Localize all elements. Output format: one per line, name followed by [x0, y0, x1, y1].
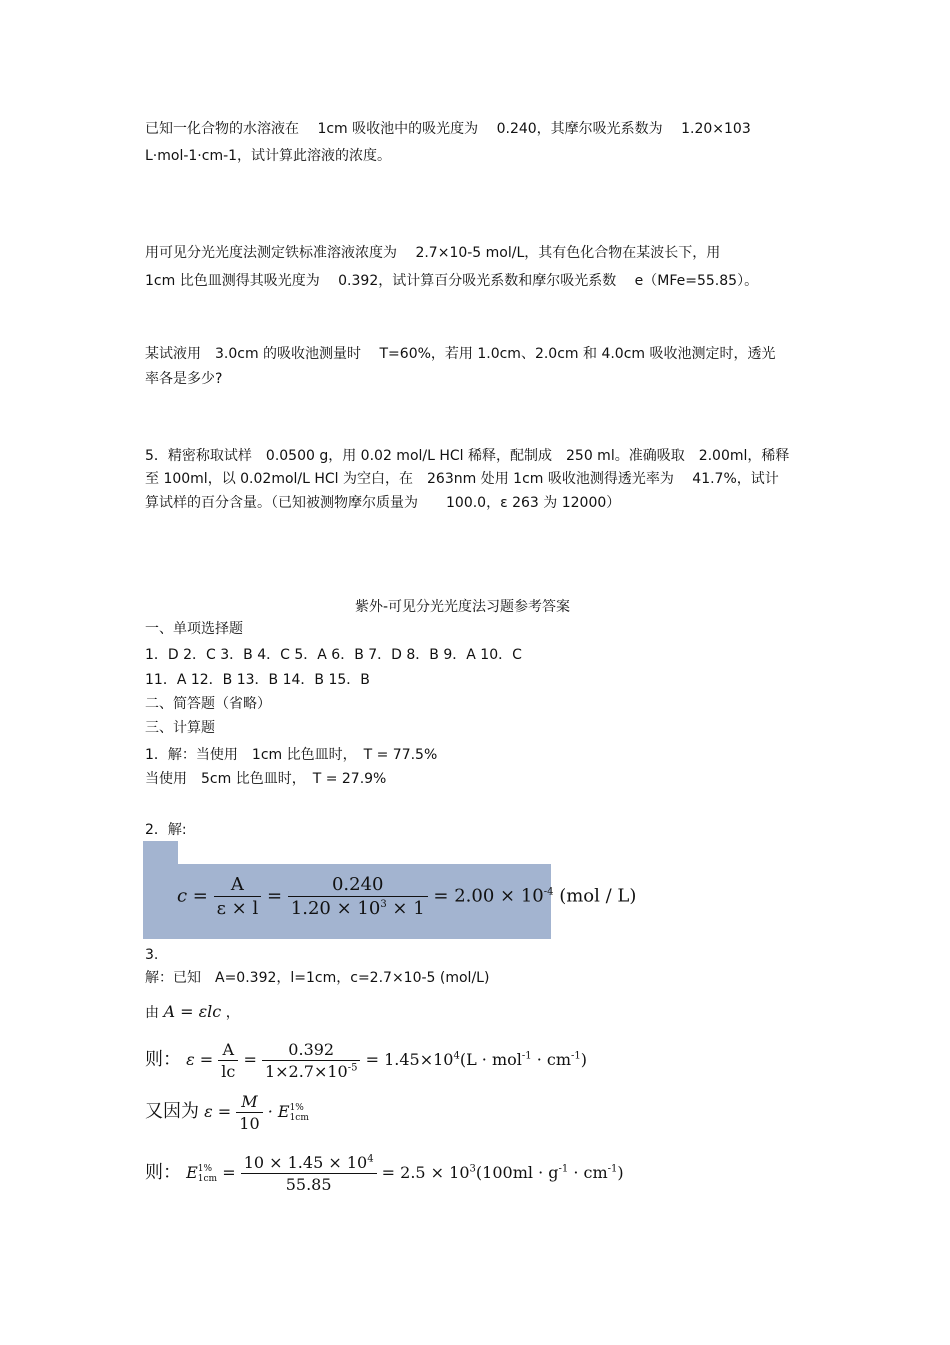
percent-absorptivity-formula — [145, 1153, 624, 1194]
unit-exp-2: -1 — [607, 1163, 618, 1175]
answers-title: 紫外-可见分光光度法习题参考答案 — [354, 599, 571, 615]
comma: ， — [225, 1005, 240, 1021]
problem-2-line-1: 用可见分光光度法测定铁标准溶液浓度为 2.7×10-5 mol/L，其有色化合物在某波长下，用 — [145, 245, 721, 261]
equals-sign: = — [243, 1050, 257, 1069]
epsilon-relation-formula — [145, 1092, 309, 1133]
problem-1-line-1: 已知一化合物的水溶液在 1cm 吸收池中的吸光度为 0.240，其摩尔吸光系数为 1.20×103 — [145, 121, 751, 137]
unit-part-2: · cm — [568, 1163, 608, 1182]
ze-label: 则： — [145, 1162, 181, 1183]
fraction-denominator — [288, 897, 428, 919]
beer-lambert-line — [145, 1003, 240, 1022]
fraction-values — [241, 1153, 377, 1194]
unit-close: ) — [580, 1050, 588, 1069]
you-label: 由 — [145, 1005, 159, 1021]
fraction-numerator — [241, 1153, 377, 1174]
choices-line-1: 1．D 2．C 3．B 4．C 5．A 6．B 7．D 8．B 9．A 10．C — [145, 647, 522, 663]
unit-part-1: (L · mol — [459, 1050, 522, 1069]
e-indices — [290, 1103, 309, 1123]
epsilon-lhs: ε = — [204, 1102, 232, 1121]
fraction-numerator: 0.392 — [262, 1040, 361, 1061]
fraction-numerator: A — [218, 1040, 238, 1061]
e-superscript: 1% — [289, 1102, 304, 1113]
e-subscript: 1cm — [289, 1112, 309, 1123]
beer-lambert-formula: A = εlc — [163, 1002, 222, 1021]
fraction-denominator: ε × l — [216, 898, 259, 919]
answer-2-label: 2．解: — [145, 822, 187, 838]
fraction-denominator — [262, 1061, 361, 1081]
epsilon-lhs: ε = — [186, 1050, 214, 1069]
unit-part-1: (100ml · g — [475, 1163, 559, 1182]
result-value: = 1.45×10 — [365, 1050, 454, 1069]
result-exponent: 4 — [453, 1050, 460, 1062]
unit-exp-2: -1 — [571, 1050, 581, 1062]
equals-sign: = — [222, 1163, 236, 1182]
den-base: 1×2.7×10 — [264, 1062, 348, 1081]
fraction-denominator: 55.85 — [285, 1175, 332, 1194]
ze-label: 则： — [145, 1049, 181, 1070]
concentration-formula — [177, 874, 636, 919]
problem-5-line-3: 算试样的百分含量。（已知被测物摩尔质量为 100.0，ε 263 为 12000） — [145, 495, 621, 511]
e-symbol: E — [186, 1163, 198, 1182]
choices-line-2: 11．A 12．B 13．B 14．B 15．B — [145, 672, 370, 688]
molar-absorptivity-formula — [145, 1040, 587, 1081]
den-base: 1.20 × 10 — [290, 898, 381, 919]
equals-sign: = — [266, 885, 283, 907]
answer-1-line-1: 1．解：当使用 1cm 比色皿时， T = 77.5% — [145, 747, 438, 763]
den-exponent: 3 — [380, 899, 387, 910]
unit-exp-1: -1 — [558, 1163, 569, 1175]
problem-2-line-2: 1cm 比色皿测得其吸光度为 0.392，试计算百分吸光系数和摩尔吸光系数 e（MFe=55.85）。 — [145, 273, 759, 289]
formula-fraction-a-over-el — [214, 874, 262, 919]
unit-exp-1: -1 — [521, 1050, 532, 1062]
problem-5-line-1: 5．精密称取试样 0.0500 g，用 0.02 mol/L HCl 稀释，配制成 250 ml。准确吸取 2.00ml，稀释 — [145, 448, 790, 464]
e-superscript: 1% — [197, 1163, 213, 1174]
fraction-numerator: A — [214, 874, 262, 897]
section-calc-heading: 三、计算题 — [145, 720, 215, 736]
num-base: 10 × 1.45 × 10 — [243, 1153, 368, 1172]
answer-1-line-2: 当使用 5cm 比色皿时， T = 27.9% — [145, 771, 387, 787]
answer-3-label: 3. — [145, 947, 159, 963]
problem-5-line-2: 至 100ml，以 0.02mol/L HCl 为空白，在 263nm 处用 1cm 吸收池测得透光率为 41.7%，试计 — [145, 471, 779, 487]
problem-3-line-2: 率各是多少? — [145, 371, 223, 387]
fraction-numerator: M — [236, 1092, 262, 1113]
fraction-a-over-lc — [218, 1040, 238, 1081]
problem-3-line-1: 某试液用 3.0cm 的吸收池测量时 T=60%，若用 1.0cm、2.0cm 和 4.0cm 吸收池测定时，透光 — [145, 346, 776, 362]
unit-part-2: · cm — [531, 1050, 572, 1069]
fraction-m-over-10 — [236, 1092, 262, 1133]
formula-fraction-values — [288, 874, 428, 919]
result-exponent: -4 — [543, 886, 554, 898]
youyinwei-label: 又因为 — [145, 1101, 199, 1122]
problem-1-line-2: L·mol-1·cm-1，试计算此溶液的浓度。 — [145, 148, 392, 164]
e-subscript: 1cm — [197, 1173, 218, 1184]
answer-3-given: 解：已知 A=0.392，l=1cm，c=2.7×10-5 (mol/L) — [145, 970, 490, 986]
result-exponent: 3 — [469, 1163, 476, 1175]
den-tail: × 1 — [386, 898, 425, 919]
e-symbol: · E — [267, 1102, 290, 1121]
section-short-heading: 二、简答题（省略） — [145, 696, 271, 712]
result-value: = 2.5 × 10 — [381, 1163, 470, 1182]
result-unit: (mol / L) — [553, 885, 637, 907]
fraction-numerator: 0.240 — [288, 874, 428, 897]
formula-box-tab — [143, 841, 178, 866]
fraction-values — [262, 1040, 361, 1081]
formula-c-lhs: c = — [177, 885, 208, 907]
num-exponent: 4 — [367, 1153, 374, 1165]
section-choice-heading: 一、单项选择题 — [145, 621, 243, 637]
fraction-denominator: 10 — [239, 1114, 260, 1133]
unit-close: ) — [617, 1163, 624, 1182]
den-exponent: -5 — [347, 1062, 358, 1074]
fraction-denominator: lc — [221, 1062, 236, 1081]
formula-result: = 2.00 × 10 — [433, 885, 544, 907]
e-indices — [198, 1164, 217, 1184]
